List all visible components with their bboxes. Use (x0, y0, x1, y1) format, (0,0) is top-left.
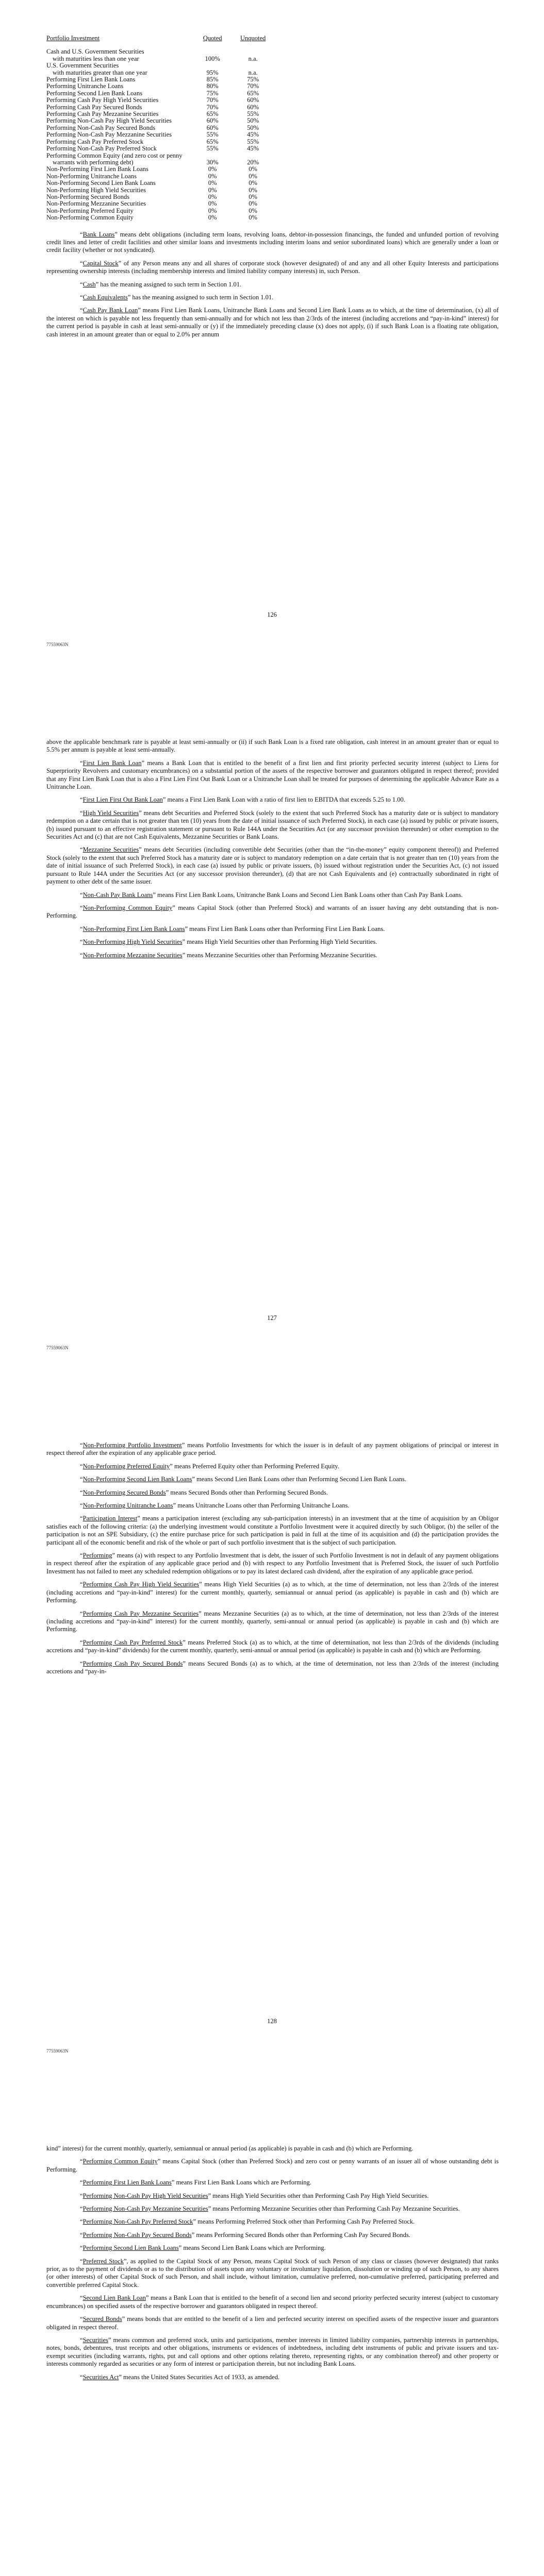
row-quoted: 75% (206, 89, 219, 97)
defined-term: Performing Non-Cash Pay Secured Bonds (83, 2231, 192, 2239)
definition-text: means Second Lien Bank Loans which are Performing. (182, 2244, 326, 2252)
row-label: Performing Cash Pay Mezzanine Securities (46, 110, 159, 118)
defined-term: Non-Performing Secured Bonds (83, 1488, 166, 1496)
definition-paragraph: “Secured Bonds” means bonds that are entitled to the benefit of a lien and perfected security interest on specified assets of the respective issuer and guarantors obligated in respect thereof. (46, 2315, 499, 2331)
advance-rate-table (46, 35, 273, 222)
row-quoted: 70% (206, 96, 219, 104)
definition-paragraph: “Participation Interest” means a participation interest (excluding any sub-participation interests) in an investment that at the time of acquisition by an Obligor satisfies each of the following criteria: (a) the underlying investment would constitute a Portfolio Investment were it acquired directly by such Obligor, (b) the seller of the participation is not an SPE Subsidiary, (c) the entire purchase price for such participation is paid in full at the time of its acquisition and (d) the participation provides the participant all of the economic benefit and risk of the whole or part of such portfolio investment that is the subject of such participation. (46, 1515, 499, 1546)
row-unquoted: 55% (247, 138, 259, 145)
definition-paragraph: “Capital Stock” of any Person means any and all shares of corporate stock (however designated) of and any and all other Equity Interests and participations representing ownership interests (including membership interests and limited liability company interests) in, such Person. (46, 259, 499, 275)
table-row (46, 159, 273, 166)
row-label: Non-Performing First Lien Bank Loans (46, 165, 149, 173)
definition-paragraph: “Securities Act” means the United States Securities Act of 1933, as amended. (80, 2373, 280, 2381)
table-row (46, 90, 273, 97)
defined-term: Non-Performing Common Equity (83, 904, 173, 911)
row-quoted: 60% (206, 117, 219, 125)
defined-term: Performing Cash Pay Secured Bonds (83, 1659, 183, 1667)
row-unquoted: 60% (247, 96, 259, 104)
defined-term: Performing Cash Pay Mezzanine Securities (83, 1609, 199, 1617)
definition-text: means First Lien Bank Loans, Unitranche Bank Loans and Second Lien Bank Loans other than Cash Pay Bank Loans. (155, 891, 463, 899)
row-label: Performing Second Lien Bank Loans (46, 89, 143, 97)
defined-term: First Lien Bank Loan (83, 759, 142, 767)
definition-text: means the United States Securities Act of 1933, as amended. (121, 2373, 280, 2381)
table-row (46, 131, 273, 138)
defined-term: Performing Cash Pay High Yield Securities (83, 1581, 200, 1588)
definition-paragraph: “High Yield Securities” means debt Securities and Preferred Stock (solely to the extent that such Preferred Stock has a maturity date or is subject to mandatory redemption on a date certain that is not greater than ten (10) years from the date of initial issuance of such Preferred Stock), in each case (a) issued by public or private issuers, (b) issued pursuant to an effective registration statement or pursuant to Rule 144A under the Securities Act (or any successor provision thereunder) or other exemption to the Securities Act and (c) that are not Cash Equivalents, Mezzanine Securities or Bank Loans. (46, 809, 499, 841)
definition-text: means Portfolio Investments for which the issuer is in default of any payment obligations of principal or interest in respect thereof after the expiration of any applicable grace period. (46, 1442, 499, 1457)
defined-term: Non-Performing Preferred Equity (83, 1462, 170, 1470)
defined-term: Performing Common Equity (83, 2158, 158, 2165)
page-content (46, 2145, 499, 2386)
defined-term: Non-Performing High Yield Securities (83, 938, 183, 946)
defined-term: Performing Non-Cash Pay High Yield Securities (83, 2192, 208, 2199)
row-unquoted: n.a. (248, 69, 258, 76)
defined-term: Performing Second Lien Bank Loans (83, 2244, 179, 2252)
definition-text: means Capital Stock (other than Preferred Stock) and zero cost or penny warrants of an issuer all of whose outstanding debt is Performing. (46, 2158, 499, 2173)
row-label: Performing Non-Cash Pay High Yield Securities (46, 117, 172, 125)
definition-paragraph: “Performing Cash Pay Secured Bonds” means Secured Bonds (a) as to which, at the time of determination, not less than 2/3rds of the interest (including accretions and “pay-in- (46, 1659, 499, 1675)
document-id: 77559063N (46, 2048, 69, 2054)
row-unquoted: 0% (249, 165, 257, 173)
definition-text: means Performing Preferred Stock other than Performing Cash Pay Preferred Stock. (195, 2218, 415, 2226)
defined-term: Second Lien Bank Loan (83, 2294, 146, 2302)
definition-paragraph: “Cash” has the meaning assigned to such term in Section 1.01. (80, 280, 242, 288)
defined-term: Non-Performing First Lien Bank Loans (83, 925, 185, 933)
row-label: Non-Performing Unitranche Loans (46, 172, 137, 180)
row-quoted: 0% (208, 172, 217, 180)
definition-text: means debt Securities (including convertible debt Securities (other than the “in-the-money” equity component thereof)) and Preferred Stock (solely to the extent that such Preferred Stock has a maturity date or is subject to mandatory redemption on a date certain that is not greater than ten (10) years from the date of initial issuance of such Preferred Stock), in each case (a) issued by public or private issuers, (b) issued without registration under the Securities Act, (c) not issued pursuant to Rule 144A under the Securities Act (or any successor provision thereunder), (d) that are not Cash Equivalents and (e) contractually subordinated in right of payment to other debt of the same issuer. (46, 846, 499, 886)
row-label: Performing Cash Pay Secured Bonds (46, 103, 142, 111)
definition-paragraph: “Performing” means (a) with respect to any Portfolio Investment that is debt, the issuer of such Portfolio Investment is not in default of any payment obligations in respect thereof after the expiration of any applicable grace period and (b) with respect to any Portfolio Investment that is Preferred Stock, the issuer of such Portfolio Investment has not failed to meet any scheduled redemption obligations or to pay its latest declared cash dividend, after the expiration of any applicable grace period. (46, 1552, 499, 1575)
row-unquoted: 65% (247, 89, 259, 97)
definition-text: means Second Lien Bank Loans other than Performing Second Lien Bank Loans. (194, 1476, 406, 1483)
defined-term: Cash Pay Bank Loan (83, 307, 138, 314)
row-quoted: 0% (208, 214, 217, 222)
defined-term: High Yield Securities (83, 809, 139, 817)
definition-text: means Secured Bonds other than Performing Secured Bonds. (169, 1488, 328, 1496)
row-unquoted: 20% (247, 158, 259, 166)
defined-term: Non-Cash Pay Bank Loans (83, 891, 153, 899)
row-quoted: 60% (206, 124, 219, 131)
defined-term: Performing Non-Cash Pay Preferred Stock (83, 2218, 193, 2226)
row-label: Performing Non-Cash Pay Mezzanine Securities (46, 131, 172, 139)
row-unquoted: 0% (249, 200, 257, 208)
definition-paragraph: “Performing Non-Cash Pay High Yield Securities” means High Yield Securities other than Performing Cash Pay High Yield Securities. (80, 2192, 429, 2199)
page-128 (0, 1406, 544, 2110)
table-row (46, 173, 273, 180)
page-paragraphs (46, 738, 499, 959)
row-unquoted (233, 48, 273, 55)
header-portfolio-investment: Portfolio Investment (46, 35, 100, 42)
table-row (46, 56, 273, 62)
table-row (46, 208, 273, 214)
row-quoted (192, 48, 233, 55)
definition-paragraph: “Non-Performing Secured Bonds” means Secured Bonds other than Performing Secured Bonds. (80, 1488, 328, 1496)
definition-text: means Capital Stock (other than Preferred Stock) and warrants of an issuer having any debt outstanding that is non-Performing. (46, 904, 499, 920)
definition-text: means Performing Mezzanine Securities other than Performing Cash Pay Mezzanine Securities. (211, 2205, 460, 2213)
definition-paragraph: “Performing Non-Cash Pay Secured Bonds” means Performing Secured Bonds other than Performing Cash Pay Secured Bonds. (80, 2231, 410, 2239)
definition-paragraph: “First Lien Bank Loan” means a Bank Loan that is entitled to the benefit of a first lien and first priority perfected security interest (subject to Liens for Superpriority Revolvers and customary encumbrances) on a substantial portion of the assets of the respective borrower and guarantors obligated in respect thereof; provided that any First Lien Bank Loan that is also a First Lien First Out Bank Loan or a Unitranche Loan shall be treated for purposes of determining the applicable Advance Rate as a Unitranche Loan. (46, 759, 499, 791)
row-unquoted (233, 62, 273, 69)
table-row (46, 187, 273, 194)
page-126 (0, 0, 544, 703)
row-label: Performing First Lien Bank Loans (46, 76, 136, 83)
page-number: 128 (267, 2018, 277, 2025)
definition-paragraph: “Second Lien Bank Loan” means a Bank Loan that is entitled to the benefit of a second lien and second priority perfected security interest (subject to customary encumbrances) on specified assets of the respective borrower and guarantors obligated in respect thereof. (46, 2294, 499, 2310)
row-label: Non-Performing Secured Bonds (46, 193, 130, 200)
row-unquoted: 0% (249, 179, 257, 187)
definition-paragraph: “Securities” means common and preferred stock, units and participations, member interests in limited liability companies, partnership interests in partnerships, notes, bonds, debentures, trust receipts and other obligations, instruments or evidences of indebtedness, including debt instruments of public and private issuers and tax-exempt securities (including warrants, rights, put and call options and other options relating thereto, representing rights, or any combination thereof) and other property or interests commonly regarded as securities or any form of interest or participation therein, but not including Bank Loans. (46, 2336, 499, 2368)
defined-term: Securities Act (83, 2373, 119, 2381)
row-unquoted: 0% (249, 207, 257, 214)
row-quoted: 85% (206, 76, 219, 83)
defined-term: Participation Interest (83, 1515, 138, 1522)
definition-paragraph: “Non-Performing Common Equity” means Capital Stock (other than Preferred Stock) and warrants of an issuer having any debt outstanding that is non-Performing. (46, 904, 499, 920)
definition-text: means High Yield Securities other than Performing Cash Pay High Yield Securities. (211, 2192, 429, 2199)
definition-text: above the applicable benchmark rate is payable at least semi-annually or (ii) if such Bank Loan is a fixed rate obligation, cash interest in an amount greater than or equal to 5.5% per annum is payable at least semi-annually. (46, 738, 499, 754)
row-label: Non-Performing Preferred Equity (46, 207, 134, 214)
definition-paragraph: “Performing Non-Cash Pay Mezzanine Securities” means Performing Mezzanine Securities other than Performing Cash Pay Mezzanine Securities. (80, 2205, 460, 2213)
row-label: with maturities greater than one year (53, 69, 147, 76)
definition-paragraph: “Non-Performing Preferred Equity” means Preferred Equity other than Performing Preferred Equity. (80, 1462, 339, 1470)
definition-text: means debt obligations (including term loans, revolving loans, debtor-in-possession financings, the funded and unfunded portion of revolving credit lines and letter of credit facilities and other similar loans and investments including interim loans and senior subordinated loans) which are generally under a loan or credit facility (whether or not syndicated). (46, 230, 499, 254)
row-label: Non-Performing Mezzanine Securities (46, 200, 146, 208)
definition-paragraph (46, 2145, 499, 2153)
definition-text: means Mezzanine Securities other than Performing Mezzanine Securities. (185, 951, 377, 959)
header-unquoted: Unquoted (240, 35, 266, 42)
table-row (46, 166, 273, 173)
definition-text: has the meaning assigned to such term in Section 1.01. (98, 280, 242, 288)
definition-text: means Preferred Stock (a) as to which, at the time of determination, not less than 2/3rds of the dividends (including accretions and “pay-in-kind” dividends) for the current monthly, quarterly, semi-annual or annual period (as applicable) is payable in cash and (b) which are Performing. (46, 1638, 499, 1654)
table-row (46, 200, 273, 207)
defined-term: Performing First Lien Bank Loans (83, 2179, 172, 2187)
definition-paragraph: “Non-Performing Unitranche Loans” means Unitranche Loans other than Performing Unitranche Loans. (80, 1502, 350, 1510)
row-unquoted: 0% (249, 186, 257, 194)
defined-term: Cash Equivalents (83, 294, 128, 301)
definition-paragraph: “Performing First Lien Bank Loans” means First Lien Bank Loans which are Performing. (80, 2179, 311, 2187)
row-quoted (192, 152, 233, 159)
defined-term: Securities (83, 2336, 108, 2344)
definition-paragraph: “Non-Cash Pay Bank Loans” means First Lien Bank Loans, Unitranche Bank Loans and Second Lien Bank Loans other than Cash Pay Bank Loans. (80, 891, 463, 899)
row-unquoted: 75% (247, 76, 259, 83)
row-label: Performing Cash Pay High Yield Securities (46, 96, 159, 104)
row-quoted (192, 62, 233, 69)
page-number: 127 (267, 1314, 277, 1321)
table-header-row (46, 35, 273, 48)
table-row (46, 48, 273, 55)
row-label: with maturities less than one year (53, 55, 139, 62)
definition-text: means a participation interest (excluding any sub-participation interests) in an investment that at the time of acquisition by an Obligor satisfies each of the following criteria: (a) the underlying investment would constitute a Portfolio Investment were it acquired directly by such Obligor, (b) the seller of the participation is not an SPE Subsidiary, (c) the entire purchase price for such participation is paid in full at the time of its acquisition and (d) the participation provides the participant all of the economic benefit and risk of the whole or part of such portfolio investment that is the subject of such participation. (46, 1515, 499, 1546)
row-quoted: 80% (206, 82, 219, 90)
row-quoted: 0% (208, 186, 217, 194)
page-paragraphs (46, 231, 499, 338)
definition-paragraph: “Cash Equivalents” has the meaning assigned to such term in Section 1.01. (80, 294, 274, 301)
definition-paragraph: “Performing Cash Pay Mezzanine Securities” means Mezzanine Securities (a) as to which, at the time of determination, not less than 2/3rds of the interest (including accretions and “pay-in-kind” interest) for the current monthly, quarterly, semi-annual or annual period (as applicable) is payable in cash and (b) which are Performing. (46, 1609, 499, 1633)
row-label: Cash and U.S. Government Securities (46, 48, 144, 56)
row-quoted: 0% (208, 165, 217, 173)
definition-paragraph: “Non-Performing Second Lien Bank Loans” means Second Lien Bank Loans other than Performing Second Lien Bank Loans. (80, 1476, 406, 1483)
page-number: 126 (267, 611, 277, 618)
row-quoted: 30% (206, 158, 219, 166)
definition-text: means High Yield Securities (a) as to which, at the time of determination, not less than 2/3rds of the interest (including accretions and “pay-in-kind” interest) for the current monthly, quarterly, semiannual or annual period (as applicable) is payable in cash and (b) which are Performing. (46, 1581, 499, 1604)
row-quoted: 0% (208, 207, 217, 214)
table-row (46, 117, 273, 124)
definition-text: means Performing Secured Bonds other than Performing Cash Pay Secured Bonds. (194, 2231, 410, 2239)
page-127 (0, 703, 544, 1406)
definition-paragraph: “Performing Common Equity” means Capital Stock (other than Preferred Stock) and zero cost or penny warrants of an issuer all of whose outstanding debt is Performing. (46, 2158, 499, 2173)
defined-term: Performing Non-Cash Pay Mezzanine Securities (83, 2205, 208, 2213)
definition-paragraph: “First Lien First Out Bank Loan” means a First Lien Bank Loan with a ratio of first lien to EBITDA that exceeds 5.25 to 1.00. (80, 796, 405, 804)
definition-text: means bonds that are entitled to the benefit of a lien and perfected security interest on specified assets of the respective issuer and guarantors obligated in respect thereof. (46, 2315, 499, 2331)
definition-text: means High Yield Securities other than Performing High Yield Securities. (185, 938, 377, 946)
page-content (46, 738, 499, 964)
definition-text: of any Person means any and all shares of corporate stock (however designated) of and any and all other Equity Interests and participations representing ownership interests (including membership interests and limited liability company interests) in, such Person. (46, 259, 499, 275)
definition-paragraph (46, 738, 499, 754)
definition-paragraph: “Performing Cash Pay Preferred Stock” means Preferred Stock (a) as to which, at the time of determination, not less than 2/3rds of the dividends (including accretions and “pay-in-kind” dividends) for the current monthly, quarterly, semi-annual or annual period (as applicable) is payable in cash and (b) which are Performing. (46, 1638, 499, 1654)
row-quoted: 70% (206, 103, 219, 111)
definition-paragraph: “Non-Performing High Yield Securities” means High Yield Securities other than Performing High Yield Securities. (80, 938, 377, 946)
table-row (46, 145, 273, 152)
row-label: Performing Cash Pay Preferred Stock (46, 138, 144, 145)
row-label: Non-Performing Second Lien Bank Loans (46, 179, 156, 187)
definition-text: kind” interest) for the current monthly, quarterly, semiannual or annual period (as applicable) is payable in cash and (b) which are Performing. (46, 2145, 414, 2152)
document-id: 77559063N (46, 642, 69, 647)
row-quoted: 65% (206, 110, 219, 118)
defined-term: First Lien First Out Bank Loan (83, 796, 163, 804)
defined-term: Performing Cash Pay Preferred Stock (83, 1638, 183, 1646)
defined-term: Non-Performing Mezzanine Securities (83, 951, 183, 959)
header-quoted: Quoted (203, 35, 222, 42)
page-paragraphs (46, 2145, 499, 2381)
row-label: Performing Unitranche Loans (46, 82, 124, 90)
table-row (46, 194, 273, 200)
table-row (46, 139, 273, 145)
definition-paragraph: “Cash Pay Bank Loan” means First Lien Bank Loans, Unitranche Bank Loans and Second Lien Bank Loans as to which, at the time of determination, (x) all of the interest on which is payable not less frequently than semi-annually and for which not less than 2/3rds of the interest (including accretions and “pay-in-kind” interest) for the current period is payable in cash at least semi-annually or (y) if the immediately preceding clause (x) does not apply, (i) if such Bank Loan is a floating rate obligation, cash interest in an amount greater than or equal to 2.0% per annum (46, 307, 499, 338)
row-quoted: 65% (206, 138, 219, 145)
row-label: Non-Performing Common Equity (46, 214, 134, 222)
table-row (46, 180, 273, 187)
definition-paragraph: “Performing Cash Pay High Yield Securities” means High Yield Securities (a) as to which, at the time of determination, not less than 2/3rds of the interest (including accretions and “pay-in-kind” interest) for the current monthly, quarterly, semiannual or annual period (as applicable) is payable in cash and (b) which are Performing. (46, 1581, 499, 1604)
row-label: Performing Common Equity (and zero cost or penny (46, 151, 183, 159)
definition-text: means First Lien Bank Loans other than Performing First Lien Bank Loans. (188, 925, 385, 933)
defined-term: Non-Performing Unitranche Loans (83, 1502, 173, 1510)
table-row (46, 152, 273, 159)
definition-text: means debt Securities and Preferred Stock (solely to the extent that such Preferred Stock has a maturity date or is subject to mandatory redemption on a date certain that is not greater than ten (10) years from the date of initial issuance of such Preferred Stock), in each case (a) issued by public or private issuers, (b) issued pursuant to an effective registration statement or pursuant to Rule 144A under the Securities Act (or any successor provision thereunder) or other exemption to the Securities Act and (c) that are not Cash Equivalents, Mezzanine Securities or Bank Loans. (46, 809, 499, 841)
row-unquoted: 0% (249, 193, 257, 200)
row-label: Performing Non-Cash Pay Preferred Stock (46, 145, 157, 152)
definition-paragraph: “Non-Performing First Lien Bank Loans” means First Lien Bank Loans other than Performing First Lien Bank Loans. (80, 925, 385, 933)
table-row (46, 111, 273, 117)
row-unquoted: 45% (247, 131, 259, 139)
definition-paragraph: “Bank Loans” means debt obligations (including term loans, revolving loans, debtor-in-possession financings, the funded and unfunded portion of revolving credit lines and letter of credit facilities and other similar loans and investments including interim loans and senior subordinated loans) which are generally under a loan or credit facility (whether or not syndicated). (46, 230, 499, 254)
row-unquoted: 45% (247, 145, 259, 152)
document-id: 77559063N (46, 1345, 69, 1350)
row-quoted: 0% (208, 193, 217, 200)
defined-term: Bank Loans (83, 230, 115, 238)
table-row (46, 125, 273, 131)
row-unquoted: 50% (247, 124, 259, 131)
row-label: Non-Performing High Yield Securities (46, 186, 146, 194)
defined-term: Non-Performing Second Lien Bank Loans (83, 1476, 192, 1483)
page-content (46, 1442, 499, 1681)
defined-term: Capital Stock (83, 259, 119, 267)
table-row (46, 214, 273, 221)
definition-text: means Secured Bonds (a) as to which, at the time of determination, not less than 2/3rds of the interest (including accretions and “pay-in- (46, 1659, 499, 1675)
definition-paragraph: “Non-Performing Portfolio Investment” means Portfolio Investments for which the issuer is in default of any payment obligations of principal or interest in respect thereof after the expiration of any applicable grace period. (46, 1442, 499, 1457)
row-quoted: 0% (208, 179, 217, 187)
definition-paragraph: “Preferred Stock”, as applied to the Capital Stock of any Person, means Capital Stock of such Person of any class or classes (however designated) that ranks prior, as to the payment of dividends or as to the distribution of assets upon any voluntary or involuntary liquidation, dissolution or winding up of such Person, to any shares (or other interests) of other Capital Stock of such Person, and shall include, without limitation, cumulative preferred, non-cumulative preferred, participating preferred and convertible preferred Capital Stock. (46, 2257, 499, 2289)
definition-text: means a Bank Loan that is entitled to the benefit of a first lien and first priority perfected security interest (subject to Liens for Superpriority Revolvers and customary encumbrances) on a substantial portion of the assets of the respective borrower and guarantors obligated in respect thereof; provided that any First Lien Bank Loan that is also a First Lien First Out Bank Loan or a Unitranche Loan shall be treated for purposes of determining the applicable Advance Rate as a Unitranche Loan. (46, 759, 499, 791)
page-129 (0, 2110, 544, 2576)
row-unquoted: 50% (247, 117, 259, 125)
defined-term: Secured Bonds (83, 2315, 122, 2323)
table-row (46, 76, 273, 83)
row-unquoted: 55% (247, 110, 259, 118)
definition-paragraph: “Non-Performing Mezzanine Securities” means Mezzanine Securities other than Performing Mezzanine Securities. (80, 951, 377, 959)
row-unquoted: 60% (247, 103, 259, 111)
table-row (46, 83, 273, 90)
definition-text: means Unitranche Loans other than Performing Unitranche Loans. (176, 1502, 350, 1510)
row-unquoted: 70% (247, 82, 259, 90)
table-row (46, 62, 273, 69)
definition-text: means (a) with respect to any Portfolio Investment that is debt, the issuer of such Portfolio Investment is not in default of any payment obligations in respect thereof after the expiration of any applicable grace period and (b) with respect to any Portfolio Investment that is Preferred Stock, the issuer of such Portfolio Investment has not failed to meet any scheduled redemption obligations or to pay its latest declared cash dividend, after the expiration of any applicable grace period. (46, 1552, 499, 1575)
definition-text: means First Lien Bank Loans, Unitranche Bank Loans and Second Lien Bank Loans as to which, at the time of determination, (x) all of the interest on which is payable not less frequently than semi-annually and for which not less than 2/3rds of the interest (including accretions and “pay-in-kind” interest) for the current period is payable in cash at least semi-annually or (y) if the immediately preceding clause (x) does not apply, (i) if such Bank Loan is a floating rate obligation, cash interest in an amount greater than or equal to 2.0% per annum (46, 307, 499, 338)
row-label: Performing Non-Cash Pay Secured Bonds (46, 124, 156, 131)
page-content (46, 35, 499, 344)
page-paragraphs (46, 1442, 499, 1675)
row-label: U.S. Government Securities (46, 62, 119, 70)
definition-text: means a Bank Loan that is entitled to the benefit of a second lien and second priority perfected security interest (subject to customary encumbrances) on specified assets of the respective borrower and guarantors obligated in respect thereof. (46, 2294, 499, 2310)
row-quoted: 55% (206, 145, 219, 152)
row-quoted: 100% (205, 55, 220, 62)
table-row (46, 104, 273, 111)
defined-term: Non-Performing Portfolio Investment (83, 1442, 182, 1449)
defined-term: Preferred Stock (83, 2257, 124, 2265)
defined-term: Cash (83, 280, 96, 288)
row-quoted: 0% (208, 200, 217, 208)
definition-text: , as applied to the Capital Stock of any Person, means Capital Stock of such Person of any class or classes (however designated) that ranks prior, as to the payment of dividends or as to the distribution of assets upon any voluntary or involuntary liquidation, dissolution or winding up of such Person, to any shares (or other interests) of other Capital Stock of such Person, and shall include, without limitation, cumulative preferred, non-cumulative preferred, participating preferred and convertible preferred Capital Stock. (46, 2257, 499, 2289)
defined-term: Mezzanine Securities (83, 846, 139, 854)
definition-text: means First Lien Bank Loans which are Performing. (174, 2179, 311, 2187)
table-row (46, 70, 273, 76)
definition-paragraph: “Performing Non-Cash Pay Preferred Stock” means Performing Preferred Stock other than Performing Cash Pay Preferred Stock. (80, 2218, 415, 2226)
definition-text: means a First Lien Bank Loan with a ratio of first lien to EBITDA that exceeds 5.25 to 1.00. (166, 796, 405, 804)
definition-text: has the meaning assigned to such term in Section 1.01. (130, 294, 274, 301)
row-unquoted: 0% (249, 214, 257, 222)
definition-paragraph: “Performing Second Lien Bank Loans” means Second Lien Bank Loans which are Performing. (80, 2244, 326, 2252)
definition-text: means Preferred Equity other than Performing Preferred Equity. (172, 1462, 339, 1470)
row-unquoted: 0% (249, 172, 257, 180)
row-unquoted: n.a. (248, 55, 258, 62)
defined-term: Performing (83, 1552, 112, 1560)
row-unquoted (233, 152, 273, 159)
definition-text: means common and preferred stock, units and participations, member interests in limited liability companies, partnership interests in partnerships, notes, bonds, debentures, trust receipts and other obligations, instruments or evidences of indebtedness, including debt instruments of public and private issuers and tax-exempt securities (including warrants, rights, put and call options and other options relating thereto, representing rights, or any combination thereof) and other property or interests commonly regarded as securities or any form of interest or participation therein, but not including Bank Loans. (46, 2336, 499, 2368)
row-quoted: 55% (206, 131, 219, 139)
row-label: warrants with performing debt) (53, 158, 134, 166)
definition-paragraph: “Mezzanine Securities” means debt Securities (including convertible debt Securities (other than the “in-the-money” equity component thereof)) and Preferred Stock (solely to the extent that such Preferred Stock has a maturity date or is subject to mandatory redemption on a date certain that is not greater than ten (10) years from the date of initial issuance of such Preferred Stock), in each case (a) issued by public or private issuers, (b) issued without registration under the Securities Act, (c) not issued pursuant to Rule 144A under the Securities Act (or any successor provision thereunder), (d) that are not Cash Equivalents and (e) contractually subordinated in right of payment to other debt of the same issuer. (46, 846, 499, 886)
table-row (46, 97, 273, 104)
row-quoted: 95% (206, 69, 219, 76)
definition-text: means Mezzanine Securities (a) as to which, at the time of determination, not less than 2/3rds of the interest (including accretions and “pay-in-kind” interest) for the current monthly, quarterly, semi-annual or annual period (as applicable) is payable in cash and (b) which are Performing. (46, 1609, 499, 1633)
